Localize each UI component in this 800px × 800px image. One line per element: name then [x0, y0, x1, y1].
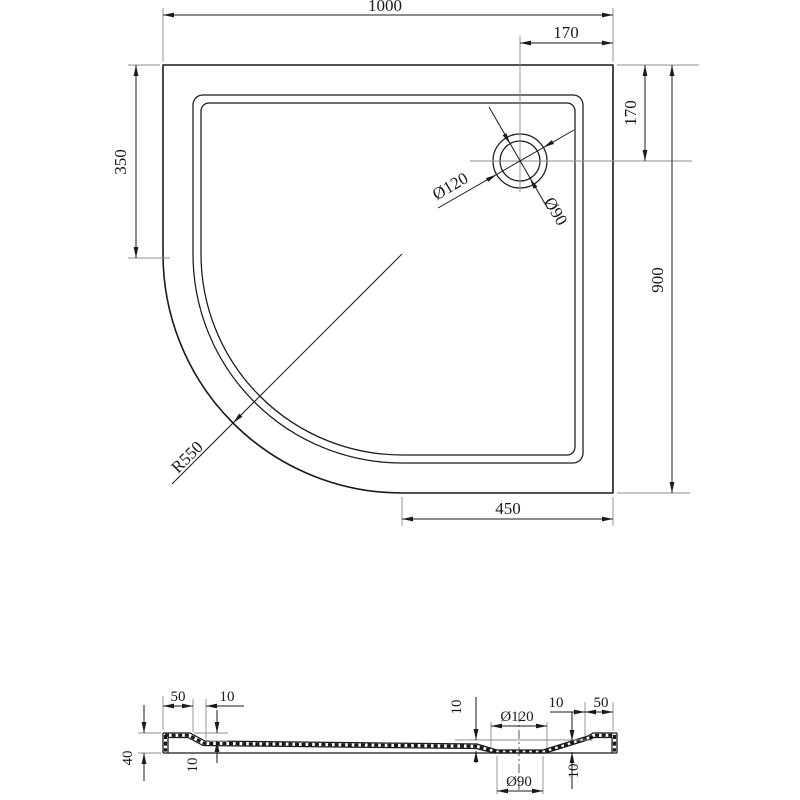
section-arrowheads [142, 704, 613, 794]
dim-rim-width-left: 50 [170, 689, 186, 705]
dim-drain-bottom-dia: Ø90 [506, 774, 532, 790]
tray-inner-rim-outline [193, 95, 583, 463]
dim-rim-height: 40 [120, 750, 136, 766]
dim-overall-width: 1000 [368, 0, 402, 15]
dim-drain-top-dia: Ø120 [500, 709, 534, 725]
tray-floor-outline [201, 103, 575, 455]
top-view-dimension-lines [136, 15, 672, 519]
dim-bottom-edge-straight: 450 [495, 499, 521, 518]
top-view [111, 0, 699, 526]
dim-corner-radius: R550 [167, 437, 207, 477]
dim-rim-slope-right: 10 [548, 695, 564, 711]
dim-rim-slope-left: 10 [219, 689, 235, 705]
dim-overall-depth: 900 [648, 267, 667, 293]
section-view [120, 689, 617, 794]
dim-drain-offset-top: 170 [553, 23, 579, 42]
dim-drain-depth-left: 10 [449, 699, 465, 715]
dim-floor-drop-left: 10 [185, 757, 201, 773]
dim-drain-offset-side: 170 [621, 100, 640, 126]
dim-rim-width-right: 50 [593, 695, 609, 711]
tray-outer-outline [163, 65, 613, 493]
dim-left-edge-straight: 350 [111, 149, 130, 175]
dim-drain-depth-right: 10 [566, 763, 582, 779]
top-view-arrowheads [134, 13, 675, 522]
dim-drain-inner-dia: Ø90 [540, 193, 572, 229]
dim-drain-outer-dia: Ø120 [429, 168, 472, 204]
